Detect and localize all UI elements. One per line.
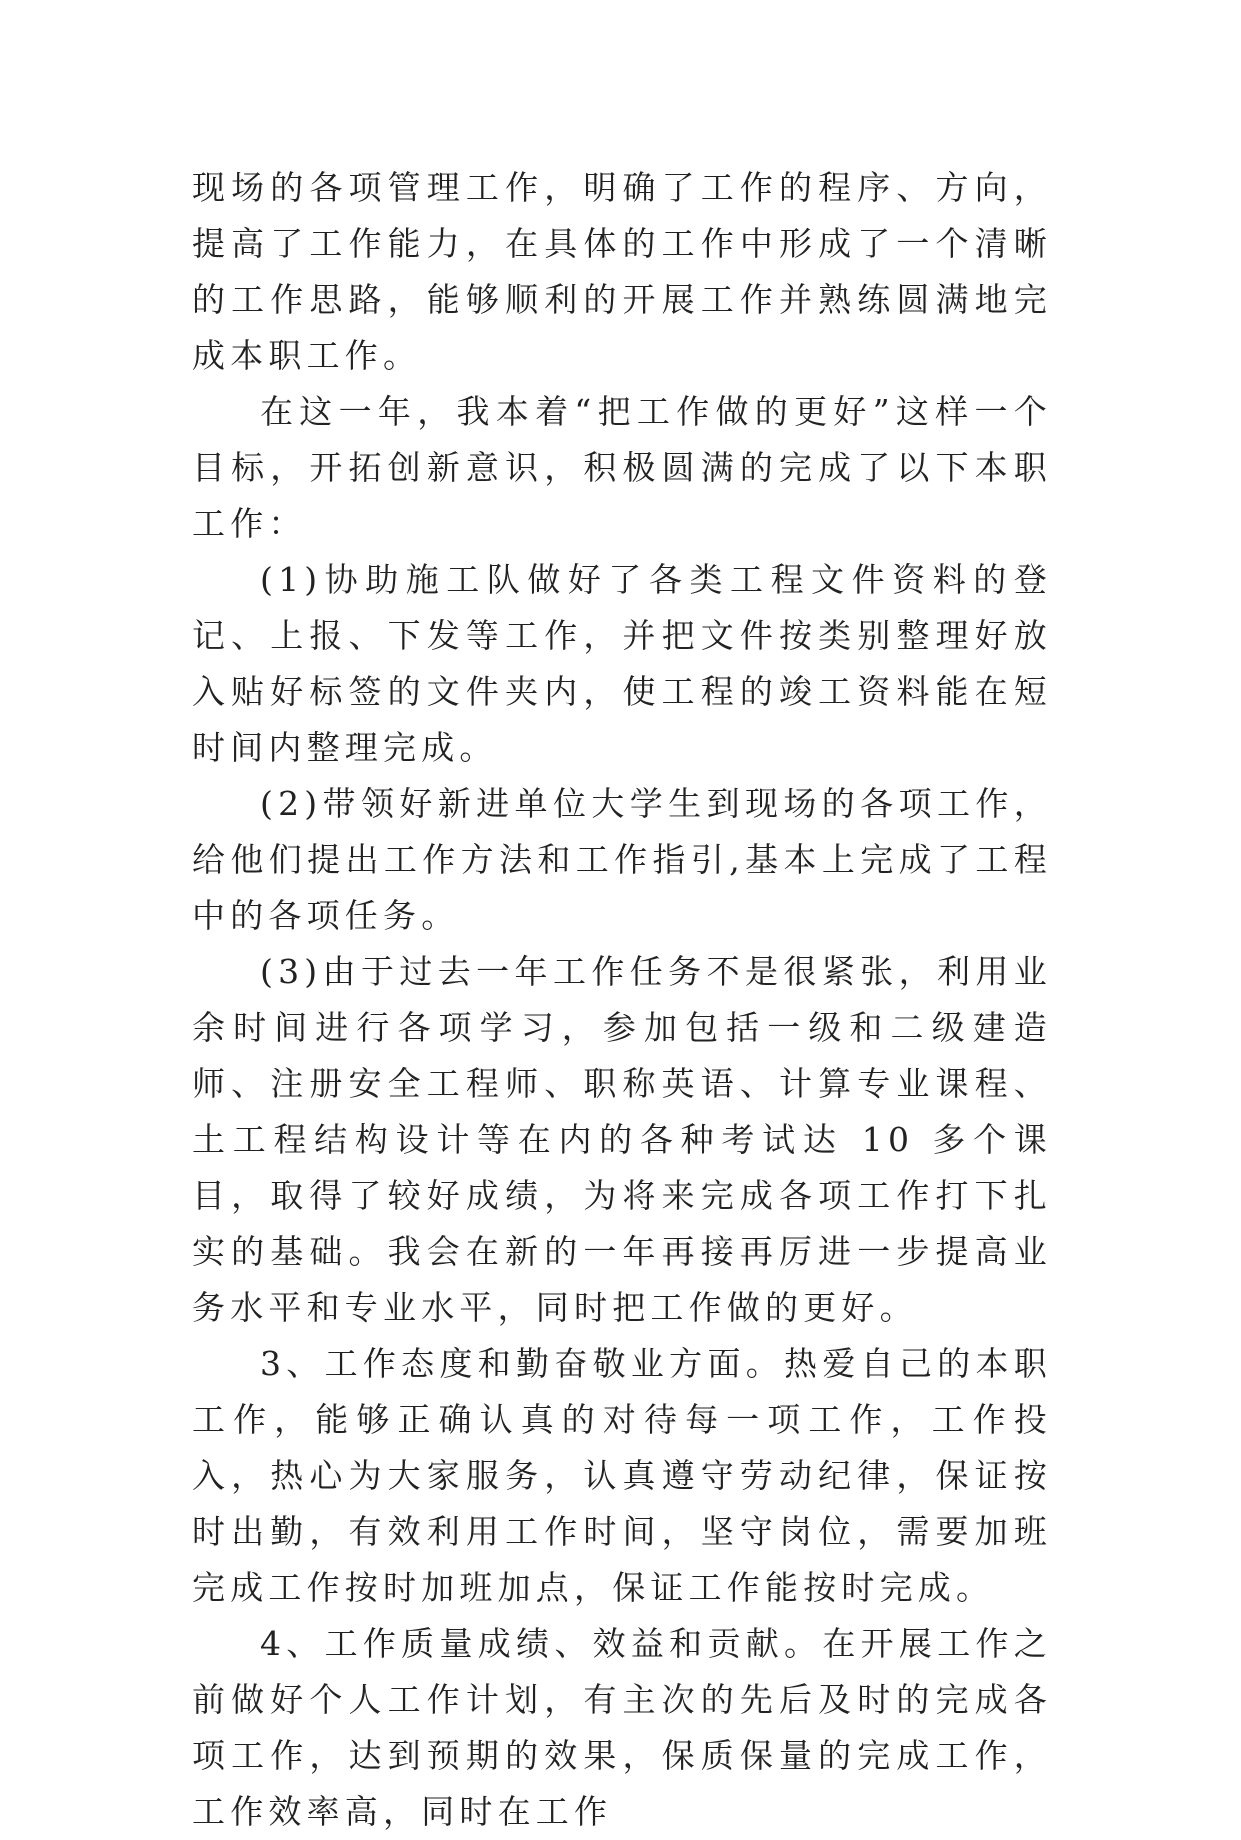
- paragraph-7: 4、工作质量成绩、效益和贡献。在开展工作之前做好个人工作计划，有主次的先后及时的完成各项工作，达到预期的效果，保质保量的完成工作，工作效率高，同时在工作: [192, 1624, 1052, 1831]
- paragraph-2: 在这一年，我本着“把工作做的更好”这样一个目标，开拓创新意识，积极圆满的完成了以下本职工作：: [192, 392, 1052, 543]
- paragraph-1: 现场的各项管理工作，明确了工作的程序、方向，提高了工作能力，在具体的工作中形成了一个清晰的工作思路，能够顺利的开展工作并熟练圆满地完成本职工作。: [192, 168, 1052, 375]
- paragraph-4: (2)带领好新进单位大学生到现场的各项工作，给他们提出工作方法和工作指引,基本上完成了工程中的各项任务。: [192, 784, 1052, 935]
- document-body: [192, 160, 1052, 1840]
- paragraph-3: (1)协助施工队做好了各类工程文件资料的登记、上报、下发等工作，并把文件按类别整理好放入贴好标签的文件夹内，使工程的竣工资料能在短时间内整理完成。: [192, 560, 1052, 767]
- paragraph-6: 3、工作态度和勤奋敬业方面。热爱自己的本职工作，能够正确认真的对待每一项工作，工作投入，热心为大家服务，认真遵守劳动纪律，保证按时出勤，有效利用工作时间，坚守岗位，需要加班完成工作按时加班加点，保证工作能按时完成。: [192, 1344, 1052, 1607]
- paragraph-5: (3)由于过去一年工作任务不是很紧张，利用业余时间进行各项学习，参加包括一级和二级建造师、注册安全工程师、职称英语、计算专业课程、土工程结构设计等在内的各种考试达 10 多个课目，取得了较好成绩，为将来完成各项工作打下扎实的基础。我会在新的一年再接再厉进一步提高业务水平和专业水平，同时把工作做的更好。: [192, 952, 1052, 1327]
